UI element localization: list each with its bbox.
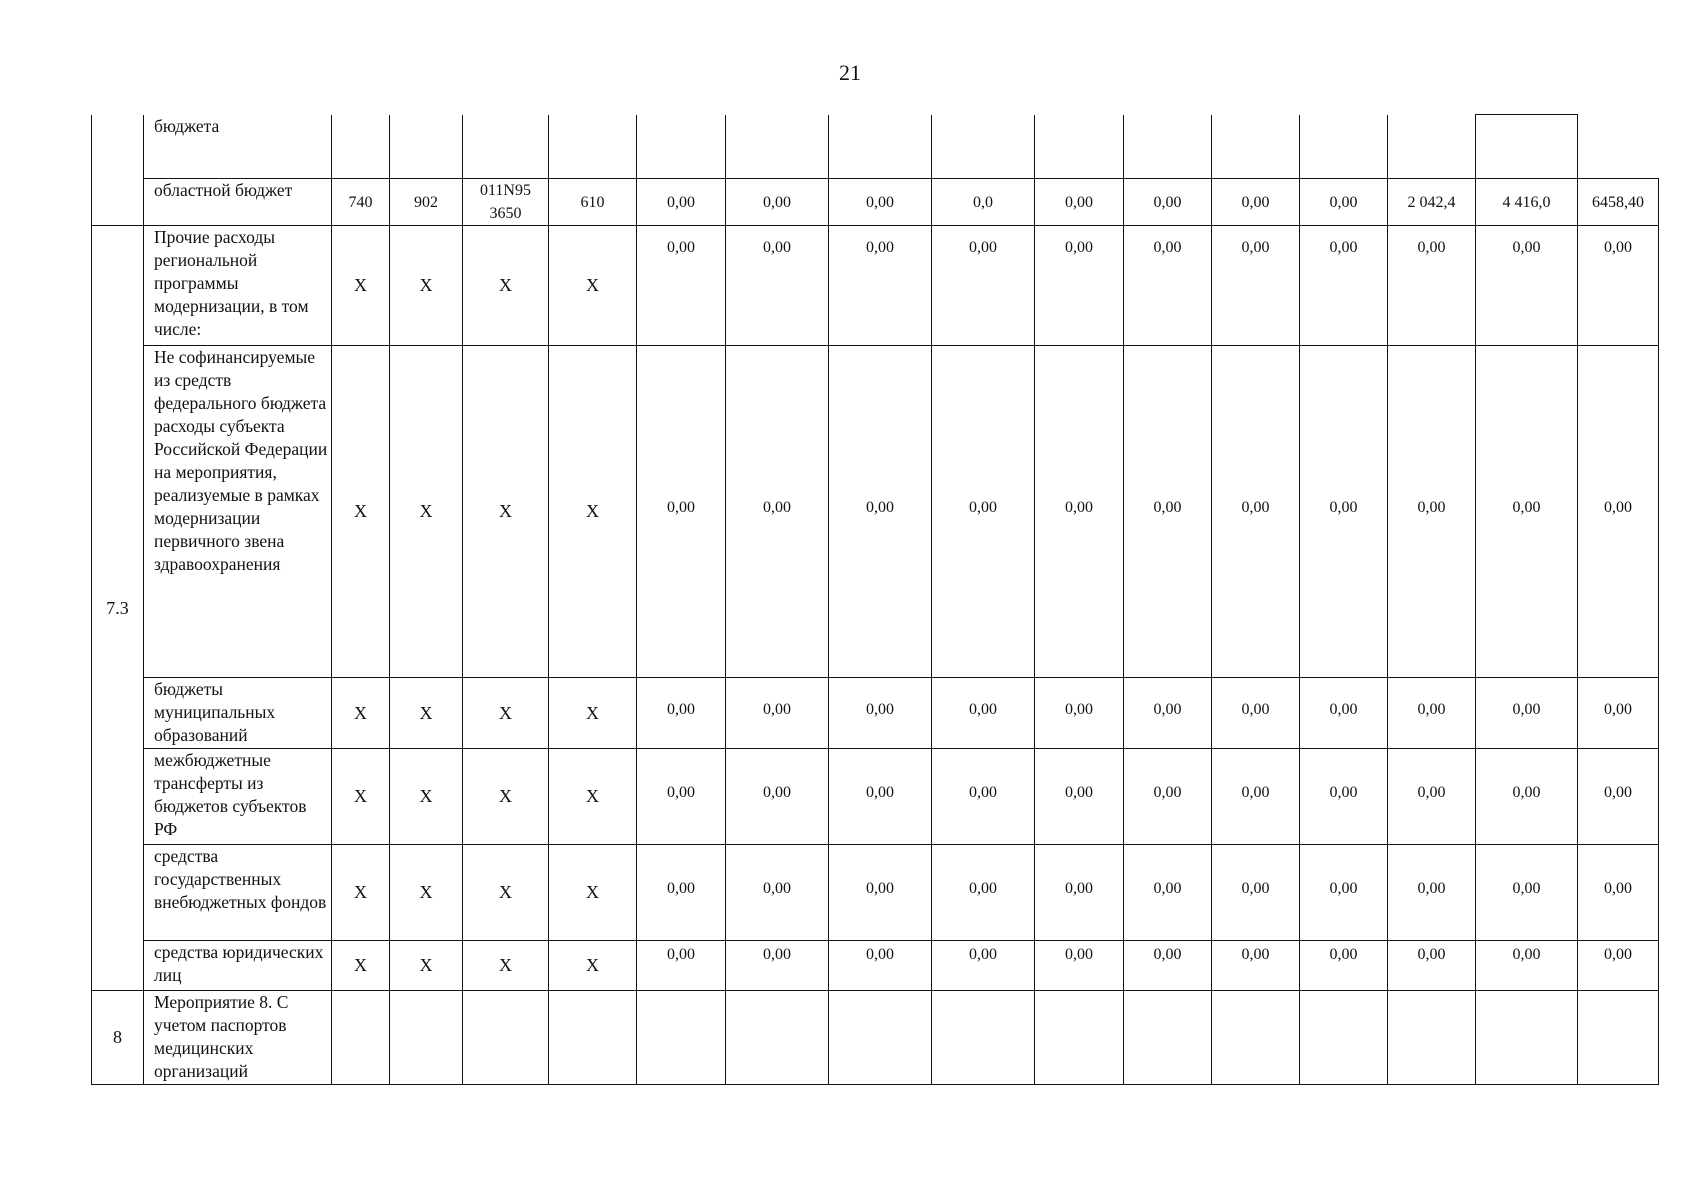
table-row	[92, 941, 1659, 991]
value-cell: 0,00	[1578, 226, 1659, 346]
value-cell: 0,00	[1476, 226, 1578, 346]
value-cell: 0,00	[637, 346, 726, 678]
row-label: средства юридических лиц	[144, 941, 332, 991]
code-cell: X	[549, 749, 637, 845]
table-row	[92, 749, 1659, 845]
code-cell: X	[390, 346, 463, 678]
value-cell: 0,00	[726, 749, 829, 845]
value-cell: 0,00	[829, 749, 932, 845]
row-label: бюджета	[144, 115, 332, 179]
empty-cell	[549, 991, 637, 1085]
empty-cell	[1476, 115, 1578, 179]
value-cell: 0,00	[1300, 941, 1388, 991]
value-cell: 0,00	[829, 678, 932, 749]
code-cell: X	[332, 678, 390, 749]
value-cell: 0,00	[1300, 678, 1388, 749]
code-cell: X	[549, 226, 637, 346]
value-cell: 0,00	[1388, 749, 1476, 845]
row-label: бюджеты муниципальных образований	[144, 678, 332, 749]
index-cell: 8	[92, 991, 144, 1085]
row-label: Не софинансируемые из средств федерального бюджета расходы субъекта Российской Федерации на мероприятия, реализуемые в рамках модернизации первичного звена здравоохранения	[144, 346, 332, 678]
value-cell: 0,00	[1124, 678, 1212, 749]
code-cell: X	[332, 749, 390, 845]
code-cell: 610	[549, 179, 637, 226]
value-cell: 0,00	[1035, 179, 1124, 226]
value-cell: 0,00	[1388, 346, 1476, 678]
empty-cell	[1035, 115, 1124, 179]
value-cell: 0,00	[1300, 346, 1388, 678]
code-cell: X	[332, 226, 390, 346]
table-row	[92, 179, 1659, 226]
code-cell: 902	[390, 179, 463, 226]
code-cell: X	[390, 845, 463, 941]
value-cell: 2 042,4	[1388, 179, 1476, 226]
value-cell: 0,00	[829, 226, 932, 346]
value-cell: 0,00	[932, 941, 1035, 991]
table-row	[92, 678, 1659, 749]
empty-cell	[1300, 115, 1388, 179]
code-cell: X	[463, 845, 549, 941]
table-row	[92, 991, 1659, 1085]
empty-cell	[332, 115, 390, 179]
value-cell: 0,00	[1388, 226, 1476, 346]
empty-cell	[726, 991, 829, 1085]
value-cell: 0,00	[932, 749, 1035, 845]
value-cell: 0,00	[1578, 845, 1659, 941]
empty-cell	[932, 115, 1035, 179]
empty-cell	[1388, 115, 1476, 179]
value-cell: 0,00	[1035, 346, 1124, 678]
code-cell: X	[549, 346, 637, 678]
empty-cell	[637, 991, 726, 1085]
value-cell: 0,00	[726, 941, 829, 991]
empty-cell	[1300, 991, 1388, 1085]
value-cell: 0,00	[1212, 845, 1300, 941]
row-label: Мероприятие 8. С учетом паспортов медицинских организаций	[144, 991, 332, 1085]
code-cell: X	[463, 941, 549, 991]
empty-cell	[332, 991, 390, 1085]
value-cell: 0,00	[1124, 941, 1212, 991]
code-cell: X	[332, 346, 390, 678]
value-cell: 0,00	[1124, 226, 1212, 346]
code-cell: X	[390, 678, 463, 749]
empty-cell	[932, 991, 1035, 1085]
value-cell: 0,00	[1578, 749, 1659, 845]
empty-cell	[637, 115, 726, 179]
value-cell: 0,00	[637, 678, 726, 749]
value-cell: 0,00	[1476, 749, 1578, 845]
value-cell: 0,00	[932, 845, 1035, 941]
row-label: средства государственных внебюджетных фондов	[144, 845, 332, 941]
value-cell: 0,00	[1124, 749, 1212, 845]
table-row	[92, 226, 1659, 346]
empty-cell	[1124, 115, 1212, 179]
index-cell: 7.3	[92, 226, 144, 991]
budget-table	[91, 114, 1659, 1085]
value-cell: 0,00	[1300, 179, 1388, 226]
value-cell: 0,00	[829, 941, 932, 991]
page-number: 21	[839, 60, 861, 85]
row-label: областной бюджет	[144, 179, 332, 226]
value-cell: 0,00	[932, 346, 1035, 678]
empty-cell	[829, 115, 932, 179]
value-cell: 0,00	[1388, 678, 1476, 749]
value-cell: 6458,40	[1578, 179, 1659, 226]
code-cell: X	[549, 678, 637, 749]
empty-cell	[829, 991, 932, 1085]
empty-cell	[549, 115, 637, 179]
code-cell: 740	[332, 179, 390, 226]
value-cell: 0,00	[1300, 226, 1388, 346]
code-cell: X	[390, 226, 463, 346]
value-cell: 0,00	[932, 678, 1035, 749]
value-cell: 0,00	[829, 845, 932, 941]
code-cell: X	[463, 226, 549, 346]
empty-cell	[390, 115, 463, 179]
row-label: Прочие расходы региональной программы модернизации, в том числе:	[144, 226, 332, 346]
value-cell: 0,00	[726, 845, 829, 941]
table-row	[92, 115, 1659, 179]
value-cell: 0,00	[1212, 941, 1300, 991]
value-cell: 0,00	[637, 941, 726, 991]
value-cell: 0,00	[1035, 678, 1124, 749]
empty-cell	[463, 115, 549, 179]
value-cell: 0,00	[829, 346, 932, 678]
value-cell: 0,00	[726, 346, 829, 678]
value-cell: 0,00	[1212, 749, 1300, 845]
code-cell: X	[463, 749, 549, 845]
empty-cell	[1124, 991, 1212, 1085]
empty-cell	[1388, 991, 1476, 1085]
value-cell: 0,00	[1388, 845, 1476, 941]
table-row	[92, 845, 1659, 941]
value-cell: 0,00	[1476, 678, 1578, 749]
value-cell: 0,00	[1212, 678, 1300, 749]
value-cell: 0,00	[1124, 346, 1212, 678]
code-cell: 011N95 3650	[463, 179, 549, 226]
empty-cell	[1212, 991, 1300, 1085]
value-cell: 0,00	[1476, 346, 1578, 678]
code-cell: X	[549, 845, 637, 941]
value-cell: 0,00	[932, 226, 1035, 346]
code-cell: X	[390, 941, 463, 991]
value-cell: 0,00	[1578, 678, 1659, 749]
value-cell: 0,00	[1124, 845, 1212, 941]
value-cell: 0,00	[1035, 845, 1124, 941]
value-cell: 0,00	[726, 678, 829, 749]
code-cell: X	[463, 346, 549, 678]
value-cell: 0,00	[1035, 749, 1124, 845]
value-cell: 0,00	[1212, 179, 1300, 226]
value-cell: 0,00	[1124, 179, 1212, 226]
value-cell: 0,00	[1300, 845, 1388, 941]
empty-cell	[390, 991, 463, 1085]
value-cell: 0,00	[1300, 749, 1388, 845]
table-row	[92, 346, 1659, 678]
empty-cell	[726, 115, 829, 179]
empty-cell	[1212, 115, 1300, 179]
value-cell: 0,00	[1578, 941, 1659, 991]
value-cell: 0,00	[637, 749, 726, 845]
value-cell: 0,00	[829, 179, 932, 226]
value-cell: 0,00	[1212, 226, 1300, 346]
value-cell: 0,00	[637, 226, 726, 346]
code-cell: X	[332, 941, 390, 991]
value-cell: 0,00	[637, 845, 726, 941]
value-cell: 0,00	[1476, 941, 1578, 991]
value-cell: 0,00	[637, 179, 726, 226]
code-cell: X	[332, 845, 390, 941]
empty-cell	[1035, 991, 1124, 1085]
value-cell: 0,00	[1035, 226, 1124, 346]
empty-cell	[463, 991, 549, 1085]
value-cell: 0,00	[726, 179, 829, 226]
value-cell: 4 416,0	[1476, 179, 1578, 226]
index-cell	[92, 115, 144, 226]
code-cell: X	[549, 941, 637, 991]
value-cell: 0,0	[932, 179, 1035, 226]
code-cell: X	[390, 749, 463, 845]
code-cell: X	[463, 678, 549, 749]
value-cell: 0,00	[1212, 346, 1300, 678]
value-cell: 0,00	[1476, 845, 1578, 941]
empty-cell	[1578, 991, 1659, 1085]
value-cell: 0,00	[1035, 941, 1124, 991]
empty-cell	[1476, 991, 1578, 1085]
row-label: межбюджетные трансферты из бюджетов субъектов РФ	[144, 749, 332, 845]
value-cell: 0,00	[1578, 346, 1659, 678]
value-cell: 0,00	[1388, 941, 1476, 991]
value-cell: 0,00	[726, 226, 829, 346]
